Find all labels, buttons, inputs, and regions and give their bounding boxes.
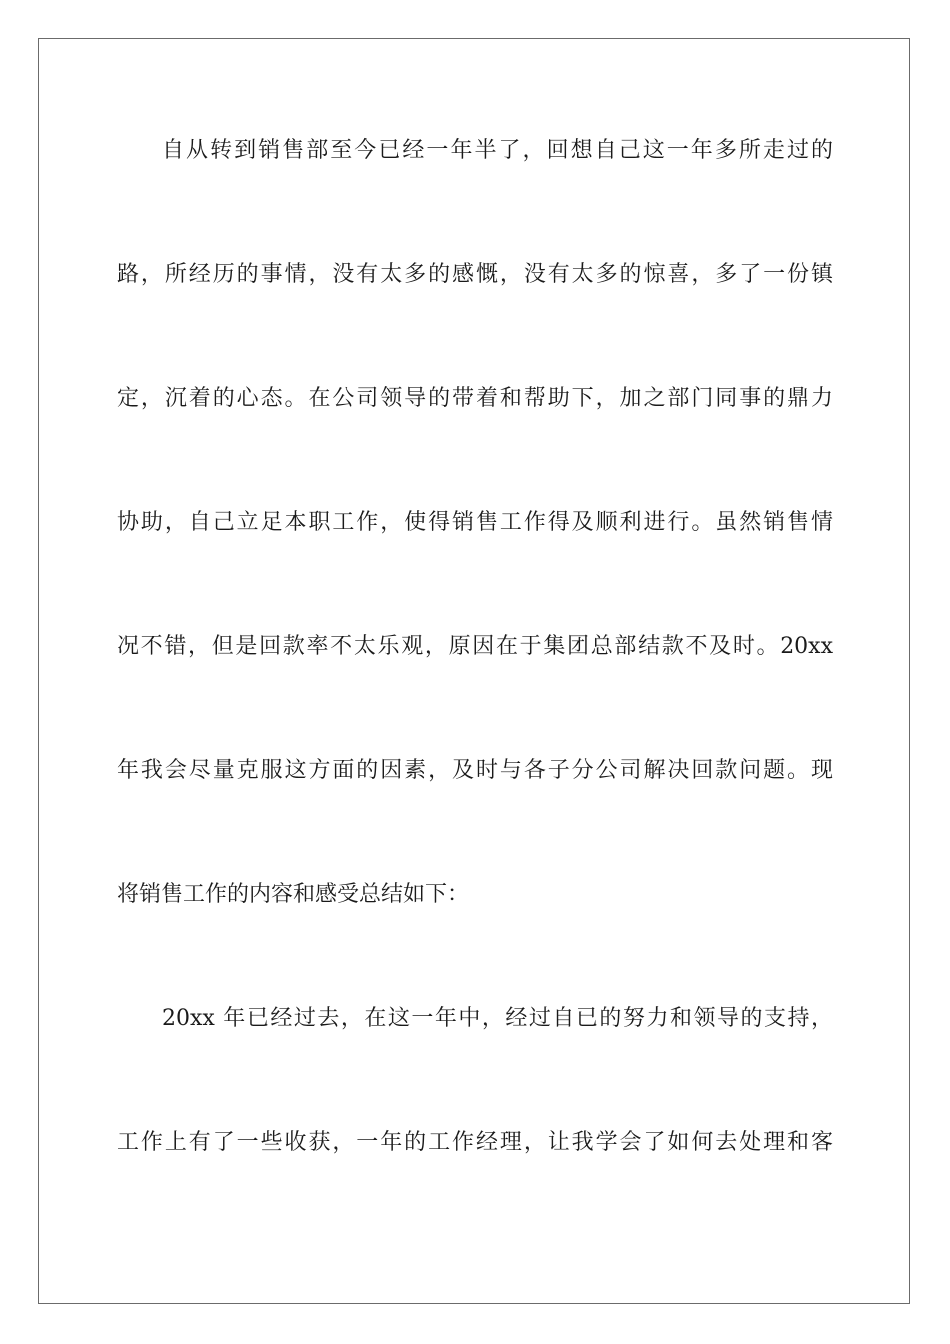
paragraph-1-line-1: 自从转到销售部至今已经一年半了，回想自己这一年多所走过的: [162, 138, 833, 163]
page-border: [38, 38, 910, 1304]
paragraph-2-line-1: 20xx 年已经过去，在这一年中，经过自已的努力和领导的支持，: [162, 1006, 833, 1031]
paragraph-1-line-7: 将销售工作的内容和感受总结如下：: [117, 882, 470, 907]
paragraph-1-line-2: 路，所经历的事情，没有太多的感慨，没有太多的惊喜，多了一份镇: [117, 262, 833, 287]
paragraph-1-line-6: 年我会尽量克服这方面的因素，及时与各子分公司解决回款问题。现: [117, 758, 833, 783]
paragraph-1-line-3: 定，沉着的心态。在公司领导的带着和帮助下，加之部门同事的鼎力: [117, 386, 833, 411]
paragraph-1-line-4: 协助，自己立足本职工作，使得销售工作得及顺利进行。虽然销售情: [117, 510, 833, 535]
paragraph-2-line-2: 工作上有了一些收获，一年的工作经理，让我学会了如何去处理和客: [117, 1130, 833, 1155]
paragraph-1-line-5: 况不错，但是回款率不太乐观，原因在于集团总部结款不及时。20xx: [117, 634, 833, 659]
